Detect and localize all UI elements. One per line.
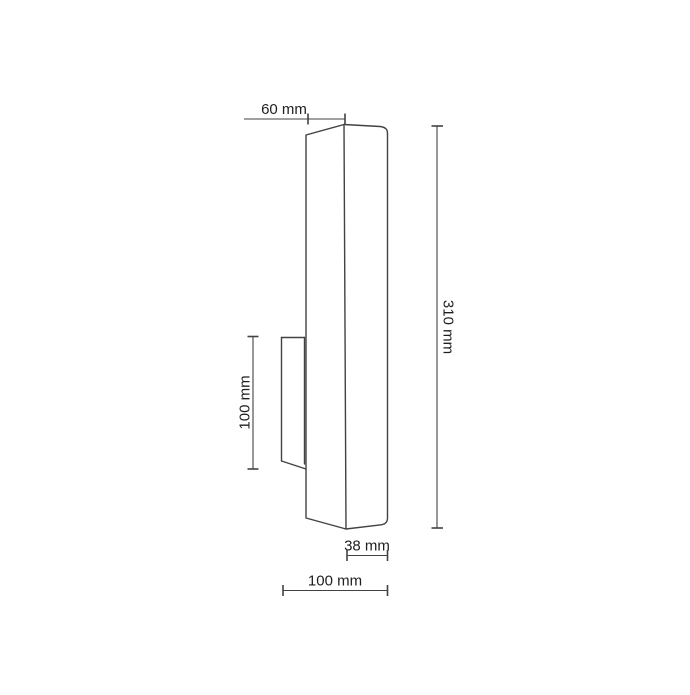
dimension-label-height: 310 mm [439, 299, 457, 355]
dimension-right-height [432, 126, 457, 528]
dimension-bottom-front-width [344, 538, 390, 562]
dimension-top-depth [244, 101, 346, 125]
lamp-body-left-face [306, 125, 346, 530]
dimension-label-overall-width: 100 mm [307, 572, 363, 590]
dimension-left-plate-height [237, 337, 259, 470]
mounting-plate [282, 338, 307, 470]
dimension-bottom-overall-width [283, 573, 388, 597]
lamp-body-right-face [344, 125, 388, 530]
dimension-label-front-width: 38 mm [344, 537, 390, 555]
dimension-label-top-depth: 60 mm [261, 101, 307, 118]
dimension-label-plate-height: 100 mm [236, 375, 254, 430]
